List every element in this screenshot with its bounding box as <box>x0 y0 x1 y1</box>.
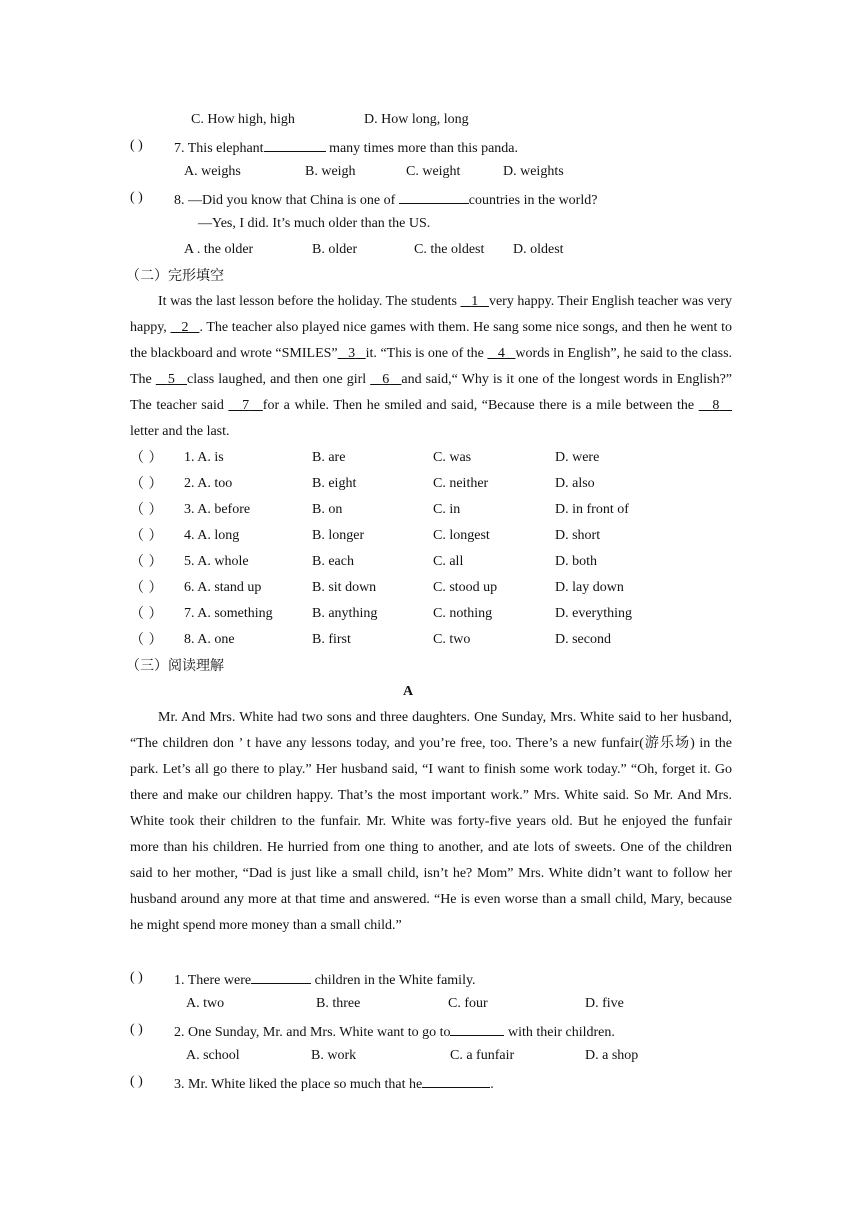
cloze-blank-6[interactable]: 6 <box>382 372 390 387</box>
q6-option-d: D. How long, long <box>364 112 469 127</box>
q7-option-d: D. weights <box>503 164 564 179</box>
option-b: B. sit down <box>312 580 377 595</box>
option-c: C. was <box>433 450 472 465</box>
option-b: B. each <box>312 554 354 569</box>
answer-paren[interactable]: （ ） <box>130 580 163 596</box>
reading-q1-option-a: A. two <box>186 996 225 1011</box>
option-c: C. longest <box>433 528 490 543</box>
option-b: B. first <box>312 632 351 647</box>
reading-heading: （三）阅读理解 <box>126 658 224 674</box>
q8-option-c: C. the oldest <box>414 242 485 257</box>
cloze-passage: It was the last lesson before the holiday. The students 1 very happy. Their English teacher was very happy, 2 . The teacher also played nice games with them. He sang some nice songs, and then he went to the blackboard and wrote “SMILES” 3 it. “This is one of the 4 words in English”, he said to the class. The 5 class laughed, and then one girl 6 and said,“ Why is it one of the longest words in English?” The teacher said 7 for a while. Then he smiled and said, “Because there is a mile between the 8 letter and the last. <box>130 294 733 439</box>
q8-reply: —Yes, I did. It’s much older than the US. <box>198 216 431 231</box>
answer-paren[interactable]: （ ） <box>130 450 163 466</box>
option-d: D. second <box>555 632 611 647</box>
option-a: 5. A. whole <box>184 554 249 569</box>
q7-stem: 7. This elephant many times more than this panda. <box>174 137 518 158</box>
q7-blank[interactable] <box>264 137 326 152</box>
q8-answer-paren[interactable]: ( ) <box>130 190 143 205</box>
reading-section-label: A <box>403 684 414 699</box>
reading-q2-option-d: D. a shop <box>585 1048 639 1063</box>
option-c: C. two <box>433 632 471 647</box>
q8-blank[interactable] <box>399 189 469 204</box>
option-d: D. in front of <box>555 502 629 517</box>
reading-q1-option-d: D. five <box>585 996 624 1011</box>
q8-option-d: D. oldest <box>513 242 564 257</box>
option-d: D. both <box>555 554 597 569</box>
cloze-blank-7[interactable]: 7 <box>242 398 250 413</box>
cloze-blank-8[interactable]: 8 <box>712 398 720 413</box>
cloze-blank-3[interactable]: 3 <box>348 346 356 361</box>
q6-option-c: C. How high, high <box>191 112 295 127</box>
reading-q1-option-c: C. four <box>448 996 488 1011</box>
q7-option-a: A. weighs <box>184 164 241 179</box>
reading-passage: Mr. And Mrs. White had two sons and three daughters. One Sunday, Mrs. White said to her husband, “The children don ’ t have any lessons today, and you’re free, too. There’s a new funfair(游乐场) in the park. Let’s all go there to play.” Her husband said, “I want to finish some work today.” “Oh, forget it. Go there and make our children happy. That’s the most important work.” Mrs. White said. So Mr. And Mrs. White took their children to the funfair. Mr. White was forty-five years old. But he enjoyed the funfair more than his children. He hurried from one thing to another, and ate lots of sweets. One of the children said to her mother, “Dad is just like a small child, isn’t he? Mom” Mrs. White didn’t want to follow her husband around any more at that time and answered. “He is even worse than a small child, Mary, because he might spend more money than a small child.” <box>130 710 732 933</box>
answer-paren[interactable]: （ ） <box>130 554 163 570</box>
answer-paren[interactable]: （ ） <box>130 476 163 492</box>
q7-answer-paren[interactable]: ( ) <box>130 138 143 153</box>
reading-q1-stem: 1. There were children in the White family. <box>174 969 476 990</box>
reading-q2-answer-paren[interactable]: ( ) <box>130 1022 143 1037</box>
option-c: C. all <box>433 554 464 569</box>
option-b: B. are <box>312 450 346 465</box>
option-c: C. nothing <box>433 606 493 621</box>
reading-q1-blank[interactable] <box>251 969 311 984</box>
option-a: 8. A. one <box>184 632 235 647</box>
answer-paren[interactable]: （ ） <box>130 606 163 622</box>
reading-q2-option-b: B. work <box>311 1048 357 1063</box>
option-a: 7. A. something <box>184 606 273 621</box>
option-a: 3. A. before <box>184 502 251 517</box>
q8-stem: 8. —Did you know that China is one of countries in the world? <box>174 189 597 210</box>
option-b: B. longer <box>312 528 365 543</box>
reading-q3-blank[interactable] <box>422 1073 490 1088</box>
option-b: B. eight <box>312 476 357 491</box>
q7-option-b: B. weigh <box>305 164 356 179</box>
answer-paren[interactable]: （ ） <box>130 502 163 518</box>
option-b: B. anything <box>312 606 378 621</box>
reading-q1-answer-paren[interactable]: ( ) <box>130 970 143 985</box>
option-d: D. were <box>555 450 600 465</box>
option-a: 2. A. too <box>184 476 233 491</box>
reading-q3-stem: 3. Mr. White liked the place so much that he . <box>174 1073 494 1094</box>
reading-q2-blank[interactable] <box>450 1021 504 1036</box>
reading-q2-option-c: C. a funfair <box>450 1048 515 1063</box>
answer-paren[interactable]: （ ） <box>130 632 163 648</box>
reading-q3-answer-paren[interactable]: ( ) <box>130 1074 143 1089</box>
option-c: C. in <box>433 502 461 517</box>
q7-option-c: C. weight <box>406 164 461 179</box>
reading-q1-option-b: B. three <box>316 996 361 1011</box>
option-d: D. short <box>555 528 601 543</box>
option-d: D. everything <box>555 606 632 621</box>
option-d: D. lay down <box>555 580 624 595</box>
option-a: 1. A. is <box>184 450 224 465</box>
cloze-blank-5[interactable]: 5 <box>167 372 175 387</box>
reading-q2-stem: 2. One Sunday, Mr. and Mrs. White want to go to with their children. <box>174 1021 615 1042</box>
cloze-heading: （二）完形填空 <box>126 268 224 284</box>
option-c: C. neither <box>433 476 489 491</box>
option-c: C. stood up <box>433 580 498 595</box>
option-d: D. also <box>555 476 595 491</box>
reading-q2-option-a: A. school <box>186 1048 240 1063</box>
option-b: B. on <box>312 502 343 517</box>
cloze-blank-4[interactable]: 4 <box>497 346 505 361</box>
option-a: 4. A. long <box>184 528 240 543</box>
q8-option-a: A . the older <box>184 242 254 257</box>
cloze-blank-1[interactable]: 1 <box>471 294 479 309</box>
cloze-blank-2[interactable]: 2 <box>181 320 189 335</box>
option-a: 6. A. stand up <box>184 580 262 595</box>
q8-option-b: B. older <box>312 242 358 257</box>
answer-paren[interactable]: （ ） <box>130 528 163 544</box>
